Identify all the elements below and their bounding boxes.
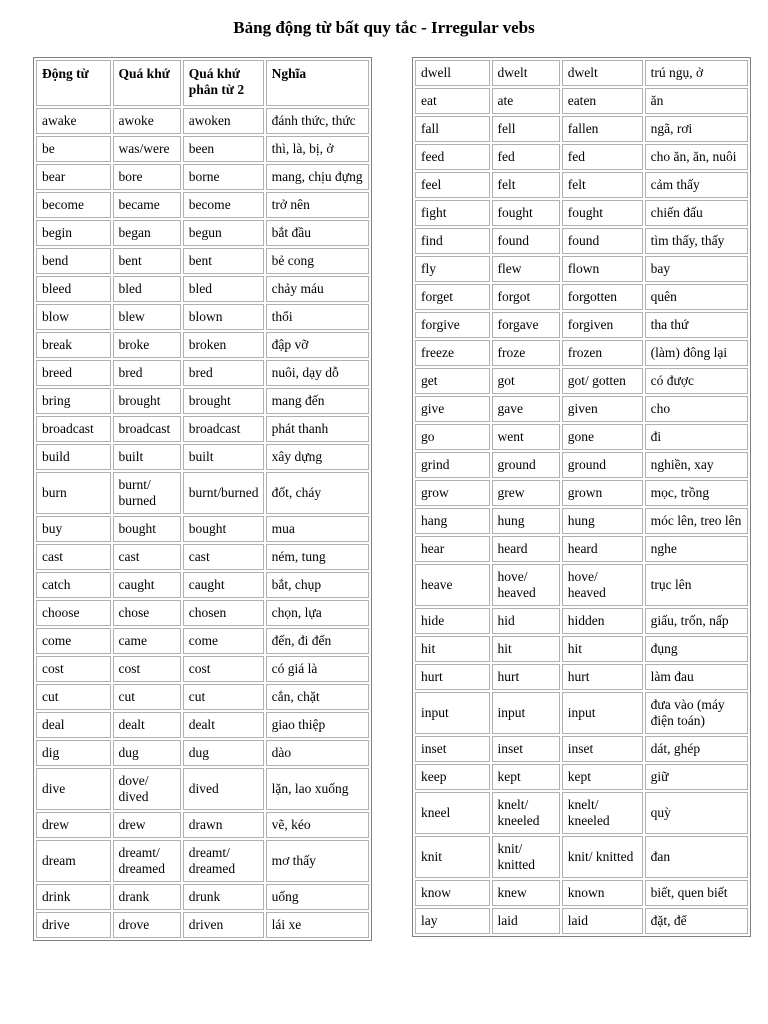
meaning-cell: chảy máu bbox=[266, 276, 369, 302]
meaning-cell: thì, là, bị, ở bbox=[266, 136, 369, 162]
verb-cell: drew bbox=[36, 812, 111, 838]
meaning-cell: bẻ cong bbox=[266, 248, 369, 274]
table-row bbox=[36, 884, 369, 910]
past-participle-cell: cost bbox=[183, 656, 264, 682]
past-cell: bought bbox=[113, 516, 181, 542]
meaning-cell: dát, ghép bbox=[645, 736, 748, 762]
table-row bbox=[415, 636, 748, 662]
verb-cell: heave bbox=[415, 564, 490, 606]
past-participle-cell: drawn bbox=[183, 812, 264, 838]
past-participle-cell: knit/ knitted bbox=[562, 836, 643, 878]
meaning-cell: đặt, để bbox=[645, 908, 748, 934]
past-participle-cell: flown bbox=[562, 256, 643, 282]
past-participle-cell: bent bbox=[183, 248, 264, 274]
past-participle-cell: input bbox=[562, 692, 643, 734]
verb-cell: hide bbox=[415, 608, 490, 634]
verb-cell: become bbox=[36, 192, 111, 218]
table-row bbox=[36, 276, 369, 302]
meaning-cell: tìm thấy, thấy bbox=[645, 228, 748, 254]
verb-cell: drink bbox=[36, 884, 111, 910]
past-participle-cell: hit bbox=[562, 636, 643, 662]
past-cell: broke bbox=[113, 332, 181, 358]
meaning-cell: bay bbox=[645, 256, 748, 282]
verb-cell: begin bbox=[36, 220, 111, 246]
past-cell: began bbox=[113, 220, 181, 246]
past-participle-cell: dwelt bbox=[562, 60, 643, 86]
past-participle-cell: been bbox=[183, 136, 264, 162]
table-row bbox=[415, 172, 748, 198]
meaning-cell: quên bbox=[645, 284, 748, 310]
header-past-participle: Quá khứ phân từ 2 bbox=[183, 60, 264, 106]
table-row bbox=[36, 516, 369, 542]
table-row bbox=[36, 912, 369, 938]
past-participle-cell: blown bbox=[183, 304, 264, 330]
table-row bbox=[36, 332, 369, 358]
past-cell: knit/ knitted bbox=[492, 836, 560, 878]
meaning-cell: bắt, chụp bbox=[266, 572, 369, 598]
past-cell: bred bbox=[113, 360, 181, 386]
meaning-cell: trở nên bbox=[266, 192, 369, 218]
meaning-cell: có giá là bbox=[266, 656, 369, 682]
verb-cell: grow bbox=[415, 480, 490, 506]
meaning-cell: đập vỡ bbox=[266, 332, 369, 358]
verb-cell: go bbox=[415, 424, 490, 450]
past-cell: hit bbox=[492, 636, 560, 662]
verb-cell: broadcast bbox=[36, 416, 111, 442]
meaning-cell: mang đến bbox=[266, 388, 369, 414]
past-cell: burnt/ burned bbox=[113, 472, 181, 514]
table-row bbox=[415, 256, 748, 282]
table-row bbox=[36, 840, 369, 882]
verb-cell: eat bbox=[415, 88, 490, 114]
meaning-cell: quỳ bbox=[645, 792, 748, 834]
verb-cell: kneel bbox=[415, 792, 490, 834]
past-cell: fell bbox=[492, 116, 560, 142]
past-cell: froze bbox=[492, 340, 560, 366]
past-participle-cell: bought bbox=[183, 516, 264, 542]
past-participle-cell: become bbox=[183, 192, 264, 218]
meaning-cell: tha thứ bbox=[645, 312, 748, 338]
meaning-cell: trục lên bbox=[645, 564, 748, 606]
past-participle-cell: gone bbox=[562, 424, 643, 450]
past-cell: dreamt/ dreamed bbox=[113, 840, 181, 882]
past-cell: ate bbox=[492, 88, 560, 114]
table-row bbox=[415, 424, 748, 450]
past-participle-cell: hurt bbox=[562, 664, 643, 690]
past-participle-cell: drunk bbox=[183, 884, 264, 910]
table-row bbox=[36, 768, 369, 810]
past-cell: chose bbox=[113, 600, 181, 626]
meaning-cell: giao thiệp bbox=[266, 712, 369, 738]
meaning-cell: cảm thấy bbox=[645, 172, 748, 198]
past-cell: bent bbox=[113, 248, 181, 274]
verb-cell: hang bbox=[415, 508, 490, 534]
past-cell: caught bbox=[113, 572, 181, 598]
verb-cell: dwell bbox=[415, 60, 490, 86]
table-row bbox=[415, 228, 748, 254]
verb-cell: fight bbox=[415, 200, 490, 226]
table-row bbox=[415, 536, 748, 562]
table-row bbox=[36, 472, 369, 514]
past-cell: brought bbox=[113, 388, 181, 414]
verb-cell: awake bbox=[36, 108, 111, 134]
table-row bbox=[36, 164, 369, 190]
past-cell: flew bbox=[492, 256, 560, 282]
past-participle-cell: got/ gotten bbox=[562, 368, 643, 394]
meaning-cell: cho ăn, ăn, nuôi bbox=[645, 144, 748, 170]
meaning-cell: lái xe bbox=[266, 912, 369, 938]
meaning-cell: mơ thấy bbox=[266, 840, 369, 882]
past-participle-cell: cast bbox=[183, 544, 264, 570]
past-participle-cell: frozen bbox=[562, 340, 643, 366]
table-row bbox=[415, 608, 748, 634]
table-row bbox=[415, 88, 748, 114]
past-cell: went bbox=[492, 424, 560, 450]
verb-cell: hit bbox=[415, 636, 490, 662]
table-row bbox=[36, 388, 369, 414]
verb-cell: keep bbox=[415, 764, 490, 790]
past-cell: inset bbox=[492, 736, 560, 762]
past-cell: drove bbox=[113, 912, 181, 938]
table-row bbox=[36, 656, 369, 682]
table-row bbox=[415, 664, 748, 690]
table-row bbox=[415, 508, 748, 534]
table-row bbox=[36, 684, 369, 710]
verb-table-right bbox=[412, 57, 751, 937]
past-participle-cell: laid bbox=[562, 908, 643, 934]
past-participle-cell: fed bbox=[562, 144, 643, 170]
past-cell: hid bbox=[492, 608, 560, 634]
past-cell: bled bbox=[113, 276, 181, 302]
past-participle-cell: forgiven bbox=[562, 312, 643, 338]
past-cell: drank bbox=[113, 884, 181, 910]
verb-cell: catch bbox=[36, 572, 111, 598]
meaning-cell: mua bbox=[266, 516, 369, 542]
past-cell: forgave bbox=[492, 312, 560, 338]
page-title: Bảng động từ bất quy tắc - Irregular vebs bbox=[233, 18, 535, 37]
past-participle-cell: fought bbox=[562, 200, 643, 226]
past-participle-cell: inset bbox=[562, 736, 643, 762]
past-cell: felt bbox=[492, 172, 560, 198]
past-participle-cell: come bbox=[183, 628, 264, 654]
past-cell: became bbox=[113, 192, 181, 218]
verb-cell: knit bbox=[415, 836, 490, 878]
past-cell: laid bbox=[492, 908, 560, 934]
past-cell: hurt bbox=[492, 664, 560, 690]
table-row bbox=[36, 628, 369, 654]
meaning-cell: dào bbox=[266, 740, 369, 766]
table-row bbox=[36, 812, 369, 838]
meaning-cell: lặn, lao xuống bbox=[266, 768, 369, 810]
verb-cell: burn bbox=[36, 472, 111, 514]
past-participle-cell: built bbox=[183, 444, 264, 470]
verb-cell: cost bbox=[36, 656, 111, 682]
meaning-cell: cắn, chặt bbox=[266, 684, 369, 710]
header-verb: Động từ bbox=[36, 60, 111, 106]
meaning-cell: móc lên, treo lên bbox=[645, 508, 748, 534]
table-row bbox=[415, 480, 748, 506]
verb-cell: feel bbox=[415, 172, 490, 198]
past-participle-cell: dealt bbox=[183, 712, 264, 738]
table-row bbox=[36, 416, 369, 442]
meaning-cell: đốt, cháy bbox=[266, 472, 369, 514]
table-row bbox=[415, 368, 748, 394]
past-participle-cell: broadcast bbox=[183, 416, 264, 442]
past-participle-cell: hidden bbox=[562, 608, 643, 634]
table-row bbox=[415, 564, 748, 606]
table-row bbox=[415, 200, 748, 226]
meaning-cell: nghe bbox=[645, 536, 748, 562]
past-cell: cost bbox=[113, 656, 181, 682]
verb-cell: be bbox=[36, 136, 111, 162]
meaning-cell: làm đau bbox=[645, 664, 748, 690]
verb-cell: bleed bbox=[36, 276, 111, 302]
meaning-cell: uống bbox=[266, 884, 369, 910]
past-participle-cell: driven bbox=[183, 912, 264, 938]
verb-cell: bear bbox=[36, 164, 111, 190]
table-row bbox=[415, 284, 748, 310]
past-cell: hung bbox=[492, 508, 560, 534]
meaning-cell: trú ngụ, ở bbox=[645, 60, 748, 86]
verb-cell: lay bbox=[415, 908, 490, 934]
past-participle-cell: awoken bbox=[183, 108, 264, 134]
meaning-cell: đan bbox=[645, 836, 748, 878]
verb-cell: breed bbox=[36, 360, 111, 386]
past-participle-cell: found bbox=[562, 228, 643, 254]
verb-cell: bend bbox=[36, 248, 111, 274]
past-cell: bore bbox=[113, 164, 181, 190]
verb-cell: find bbox=[415, 228, 490, 254]
past-participle-cell: brought bbox=[183, 388, 264, 414]
verb-cell: blow bbox=[36, 304, 111, 330]
meaning-cell: đưa vào (máy điện toán) bbox=[645, 692, 748, 734]
verb-cell: know bbox=[415, 880, 490, 906]
meaning-cell: (làm) đông lại bbox=[645, 340, 748, 366]
past-cell: drew bbox=[113, 812, 181, 838]
past-participle-cell: ground bbox=[562, 452, 643, 478]
past-participle-cell: dreamt/ dreamed bbox=[183, 840, 264, 882]
table-row bbox=[36, 304, 369, 330]
past-cell: built bbox=[113, 444, 181, 470]
past-cell: knelt/ kneeled bbox=[492, 792, 560, 834]
verb-cell: fall bbox=[415, 116, 490, 142]
meaning-cell: đến, đi đến bbox=[266, 628, 369, 654]
table-row bbox=[415, 792, 748, 834]
past-cell: broadcast bbox=[113, 416, 181, 442]
meaning-cell: nuôi, dạy dỗ bbox=[266, 360, 369, 386]
past-participle-cell: chosen bbox=[183, 600, 264, 626]
past-cell: gave bbox=[492, 396, 560, 422]
table-row bbox=[415, 736, 748, 762]
table-row bbox=[36, 740, 369, 766]
table-row bbox=[36, 572, 369, 598]
verb-cell: break bbox=[36, 332, 111, 358]
table-row bbox=[415, 908, 748, 934]
past-participle-cell: dug bbox=[183, 740, 264, 766]
verb-cell: dive bbox=[36, 768, 111, 810]
past-participle-cell: begun bbox=[183, 220, 264, 246]
header-meaning: Nghĩa bbox=[266, 60, 369, 106]
meaning-cell: nghiền, xay bbox=[645, 452, 748, 478]
meaning-cell: có được bbox=[645, 368, 748, 394]
table-row bbox=[415, 880, 748, 906]
past-participle-cell: fallen bbox=[562, 116, 643, 142]
verb-cell: choose bbox=[36, 600, 111, 626]
past-participle-cell: hove/ heaved bbox=[562, 564, 643, 606]
meaning-cell: phát thanh bbox=[266, 416, 369, 442]
past-cell: came bbox=[113, 628, 181, 654]
verb-cell: cast bbox=[36, 544, 111, 570]
table-row bbox=[415, 764, 748, 790]
meaning-cell: giữ bbox=[645, 764, 748, 790]
table-row bbox=[36, 360, 369, 386]
verb-cell: buy bbox=[36, 516, 111, 542]
table-row bbox=[36, 712, 369, 738]
verb-cell: dream bbox=[36, 840, 111, 882]
meaning-cell: chọn, lựa bbox=[266, 600, 369, 626]
table-row bbox=[415, 396, 748, 422]
past-participle-cell: burnt/burned bbox=[183, 472, 264, 514]
meaning-cell: đi bbox=[645, 424, 748, 450]
past-participle-cell: felt bbox=[562, 172, 643, 198]
past-participle-cell: caught bbox=[183, 572, 264, 598]
past-cell: fought bbox=[492, 200, 560, 226]
past-participle-cell: forgotten bbox=[562, 284, 643, 310]
meaning-cell: giấu, trốn, nấp bbox=[645, 608, 748, 634]
verb-cell: feed bbox=[415, 144, 490, 170]
header-past: Quá khứ bbox=[113, 60, 181, 106]
table-row bbox=[36, 192, 369, 218]
verb-cell: bring bbox=[36, 388, 111, 414]
past-cell: heard bbox=[492, 536, 560, 562]
table-row bbox=[36, 600, 369, 626]
past-cell: awoke bbox=[113, 108, 181, 134]
verb-cell: get bbox=[415, 368, 490, 394]
meaning-cell: cho bbox=[645, 396, 748, 422]
verb-cell: dig bbox=[36, 740, 111, 766]
meaning-cell: vẽ, kéo bbox=[266, 812, 369, 838]
meaning-cell: bắt đầu bbox=[266, 220, 369, 246]
table-row bbox=[415, 116, 748, 142]
past-cell: hove/ heaved bbox=[492, 564, 560, 606]
verb-cell: input bbox=[415, 692, 490, 734]
verb-cell: come bbox=[36, 628, 111, 654]
verb-cell: cut bbox=[36, 684, 111, 710]
verb-cell: hear bbox=[415, 536, 490, 562]
past-cell: dove/ dived bbox=[113, 768, 181, 810]
past-cell: cast bbox=[113, 544, 181, 570]
verb-cell: inset bbox=[415, 736, 490, 762]
verb-cell: forget bbox=[415, 284, 490, 310]
meaning-cell: ăn bbox=[645, 88, 748, 114]
past-cell: was/were bbox=[113, 136, 181, 162]
past-participle-cell: grown bbox=[562, 480, 643, 506]
past-participle-cell: heard bbox=[562, 536, 643, 562]
meaning-cell: biết, quen biết bbox=[645, 880, 748, 906]
past-cell: grew bbox=[492, 480, 560, 506]
past-cell: blew bbox=[113, 304, 181, 330]
table-row bbox=[415, 452, 748, 478]
verb-cell: freeze bbox=[415, 340, 490, 366]
past-cell: forgot bbox=[492, 284, 560, 310]
table-row bbox=[36, 544, 369, 570]
meaning-cell: mang, chịu đựng bbox=[266, 164, 369, 190]
meaning-cell: đánh thức, thức bbox=[266, 108, 369, 134]
verb-cell: hurt bbox=[415, 664, 490, 690]
table-row bbox=[36, 136, 369, 162]
verb-cell: drive bbox=[36, 912, 111, 938]
meaning-cell: ngã, rơi bbox=[645, 116, 748, 142]
verb-table-left bbox=[33, 57, 372, 941]
past-cell: ground bbox=[492, 452, 560, 478]
meaning-cell: thổi bbox=[266, 304, 369, 330]
past-participle-cell: kept bbox=[562, 764, 643, 790]
meaning-cell: đụng bbox=[645, 636, 748, 662]
table-row bbox=[36, 108, 369, 134]
past-cell: dealt bbox=[113, 712, 181, 738]
table-row bbox=[415, 312, 748, 338]
past-participle-cell: borne bbox=[183, 164, 264, 190]
past-cell: knew bbox=[492, 880, 560, 906]
past-participle-cell: hung bbox=[562, 508, 643, 534]
meaning-cell: ném, tung bbox=[266, 544, 369, 570]
table-row bbox=[415, 340, 748, 366]
past-cell: fed bbox=[492, 144, 560, 170]
meaning-cell: chiến đấu bbox=[645, 200, 748, 226]
past-participle-cell: bled bbox=[183, 276, 264, 302]
past-participle-cell: eaten bbox=[562, 88, 643, 114]
past-cell: found bbox=[492, 228, 560, 254]
past-participle-cell: cut bbox=[183, 684, 264, 710]
meaning-cell: mọc, trồng bbox=[645, 480, 748, 506]
verb-cell: deal bbox=[36, 712, 111, 738]
verb-cell: fly bbox=[415, 256, 490, 282]
past-participle-cell: broken bbox=[183, 332, 264, 358]
past-cell: dwelt bbox=[492, 60, 560, 86]
past-participle-cell: knelt/ kneeled bbox=[562, 792, 643, 834]
verb-cell: grind bbox=[415, 452, 490, 478]
past-cell: kept bbox=[492, 764, 560, 790]
past-cell: dug bbox=[113, 740, 181, 766]
table-row bbox=[36, 220, 369, 246]
table-row bbox=[415, 692, 748, 734]
table-row bbox=[415, 60, 748, 86]
verb-cell: build bbox=[36, 444, 111, 470]
header-row bbox=[36, 60, 369, 106]
past-cell: input bbox=[492, 692, 560, 734]
meaning-cell: xây dựng bbox=[266, 444, 369, 470]
table-row bbox=[415, 144, 748, 170]
verb-cell: give bbox=[415, 396, 490, 422]
past-participle-cell: given bbox=[562, 396, 643, 422]
past-participle-cell: bred bbox=[183, 360, 264, 386]
past-cell: cut bbox=[113, 684, 181, 710]
past-cell: got bbox=[492, 368, 560, 394]
past-participle-cell: dived bbox=[183, 768, 264, 810]
table-row bbox=[415, 836, 748, 878]
table-row bbox=[36, 444, 369, 470]
verb-cell: forgive bbox=[415, 312, 490, 338]
table-row bbox=[36, 248, 369, 274]
past-participle-cell: known bbox=[562, 880, 643, 906]
